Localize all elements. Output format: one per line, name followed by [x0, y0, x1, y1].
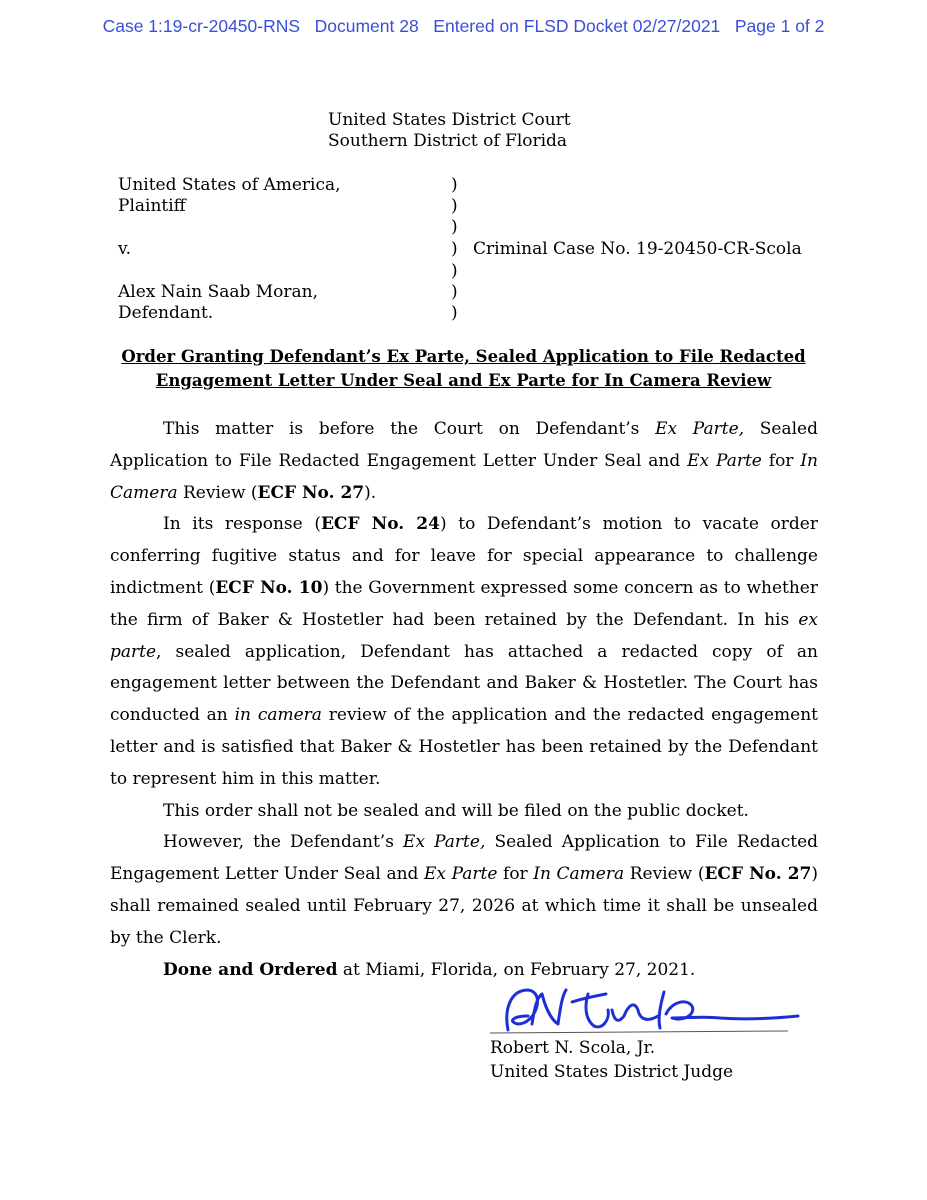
italic-text: in camera	[234, 705, 322, 726]
signature-stroke	[507, 990, 798, 1030]
bold-text: ECF No. 24	[320, 514, 440, 535]
italic-text: Ex Parte,	[403, 832, 486, 853]
bold-text: Done and Ordered	[163, 959, 338, 980]
court-heading	[328, 110, 571, 152]
text-run: ) to Defendant’s motion to vacate order conferring fugitive status and for leave for special appearance to challenge indictment (	[110, 514, 818, 598]
caption-paren: )	[451, 303, 458, 323]
order-body	[110, 414, 818, 986]
docket-header-stamp: Case 1:19-cr-20450-RNS Document 28 Entered on FLSD Docket 02/27/2021 Page 1 of 2	[102, 16, 825, 36]
plaintiff-role: Plaintiff	[118, 196, 186, 216]
bold-text: ECF No. 27	[257, 482, 365, 503]
text-run: However, the Defendant’s	[163, 832, 404, 853]
italic-text: Ex Parte	[687, 450, 762, 471]
versus-label: v.	[118, 239, 131, 259]
italic-text: ex parte	[110, 609, 818, 662]
text-run: Sealed Application to File Redacted Engagement Letter Under Seal and	[110, 832, 819, 885]
text-run: This matter is before the Court on Defendant’s	[163, 419, 656, 439]
text-run: for	[497, 864, 534, 885]
defendant-name: Alex Nain Saab Moran,	[118, 282, 319, 302]
caption-paren: )	[451, 282, 458, 302]
text-run: ) the Government expressed some concern as to whether the firm of Baker & Hostetler had been retained by the Defendant. In his	[110, 577, 818, 630]
text-run: Review (	[177, 482, 258, 503]
judge-signature-name	[490, 1036, 733, 1084]
caption-paren: )	[451, 239, 458, 259]
italic-text: Ex Parte	[424, 864, 498, 885]
text-run: for	[761, 450, 801, 471]
order-title-line-2: Engagement Letter Under Seal and Ex Parte for In Camera Review	[155, 371, 772, 390]
case-caption	[118, 175, 838, 325]
caption-paren: )	[451, 261, 458, 281]
handwritten-signature	[488, 980, 808, 1040]
italic-text: In Camera	[533, 864, 625, 885]
signature-line	[490, 1031, 788, 1033]
judge-title: United States District Judge	[490, 1062, 734, 1082]
text-run: ).	[364, 482, 377, 503]
italic-text: Ex Parte,	[655, 419, 745, 439]
text-run: Sealed Application to File Redacted Engagement Letter Under Seal and	[110, 419, 818, 471]
court-district: Southern District of Florida	[328, 131, 568, 151]
plaintiff-name: United States of America,	[118, 175, 341, 195]
signature-block	[488, 980, 808, 1040]
body-paragraph-3	[110, 796, 818, 828]
text-run: , sealed application, Defendant has attached a redacted copy of an engagement letter between the Defendant and Baker & Hostetler. The Court has conducted an	[110, 641, 818, 726]
text-run: This order shall not be sealed and will be filed on the public docket.	[163, 800, 749, 821]
caption-paren: )	[451, 196, 458, 216]
bold-text: ECF No. 27	[704, 864, 812, 885]
judge-name: Robert N. Scola, Jr.	[490, 1038, 656, 1058]
order-title	[60, 345, 867, 393]
caption-paren: )	[451, 217, 458, 237]
caption-paren: )	[451, 175, 458, 195]
text-run: In its response (	[163, 514, 321, 535]
text-run: at Miami, Florida, on February 27, 2021.	[337, 959, 696, 980]
body-paragraph-1	[110, 414, 818, 509]
bold-text: ECF No. 10	[215, 577, 323, 598]
body-paragraph-2	[110, 509, 818, 795]
defendant-role: Defendant.	[118, 303, 214, 323]
case-number: Criminal Case No. 19-20450-CR-Scola	[473, 239, 802, 259]
order-title-line-1: Order Granting Defendant’s Ex Parte, Sealed Application to File Redacted	[121, 347, 806, 366]
italic-text: In Camera	[110, 450, 818, 503]
text-run: ) shall remained sealed until February 27, 2026 at which time it shall be unsealed by the Clerk.	[110, 864, 819, 948]
text-run: Review (	[624, 864, 705, 885]
text-run: review of the application and the redacted engagement letter and is satisfied that Baker & Hostetler has been retained by the Defendant to represent him in this matter.	[110, 705, 818, 789]
body-paragraph-4	[110, 827, 818, 954]
court-name: United States District Court	[328, 110, 571, 130]
